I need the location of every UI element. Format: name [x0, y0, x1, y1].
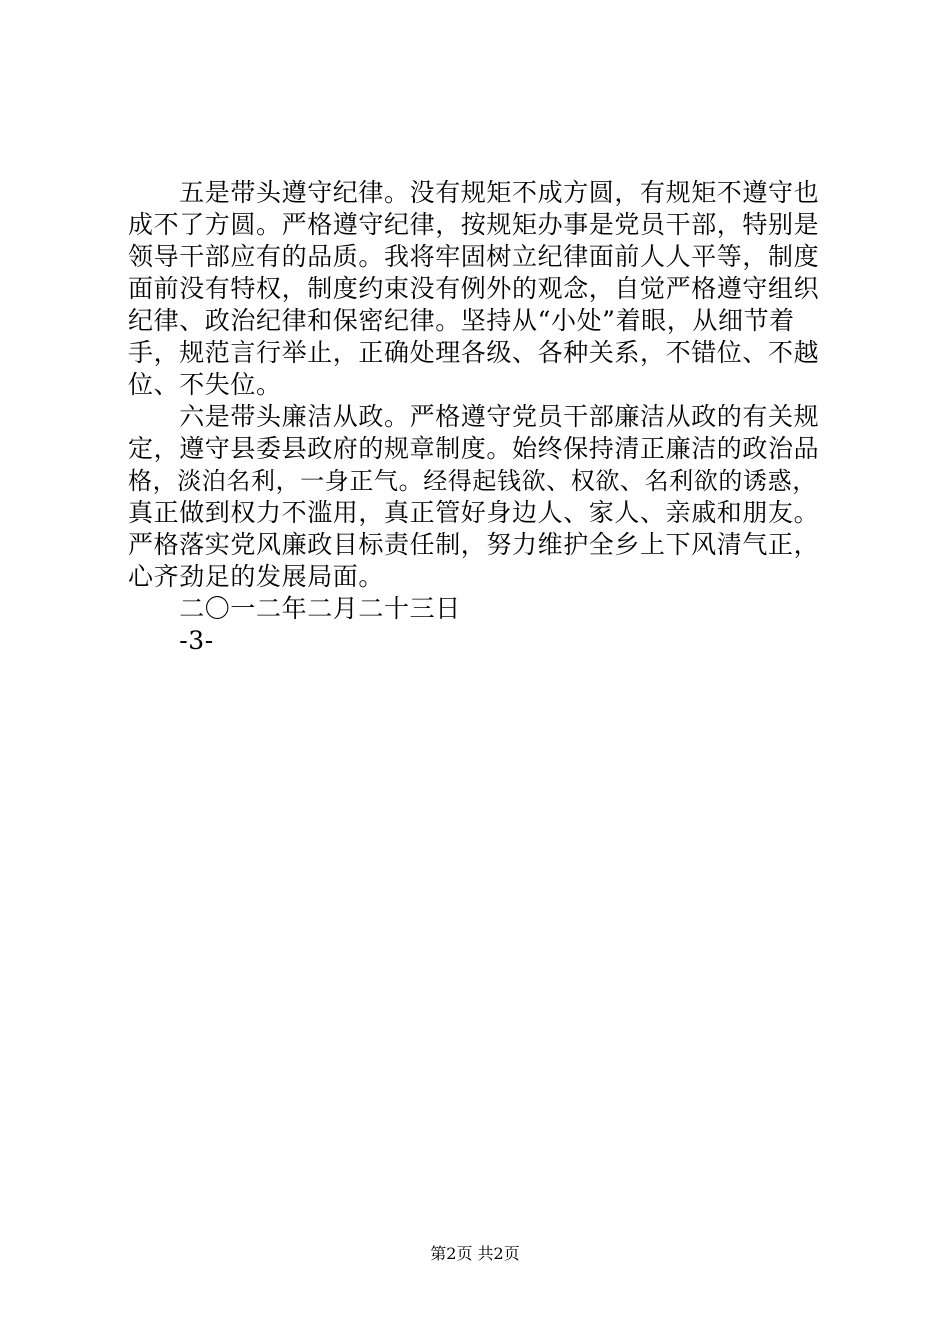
body-text-line: 格，淡泊名利，一身正气。经得起钱欲、权欲、名利欲的诱惑，	[128, 467, 817, 495]
body-text-line: 手，规范言行举止，正确处理各级、各种关系，不错位、不越	[128, 338, 820, 367]
body-text-line: 位、不失位。	[128, 370, 282, 399]
body-text-line: 领导干部应有的品质。我将牢固树立纪律面前人人平等，制度	[128, 242, 820, 271]
page-footer: 第2页 共2页	[430, 1244, 520, 1263]
body-text-line: 定，遵守县委县政府的规章制度。始终保持清正廉洁的政治品	[128, 434, 820, 463]
date-line: 二〇一二年二月二十三日	[128, 594, 461, 623]
body-text-line: 纪律、政治纪律和保密纪律。坚持从“小处”着眼，从细节着	[128, 306, 795, 335]
body-text-line: 面前没有特权，制度约束没有例外的观念，自觉严格遵守组织	[128, 274, 820, 303]
page-number-marker: -3-	[128, 626, 214, 655]
body-text-line: 成不了方圆。严格遵守纪律，按规矩办事是党员干部，特别是	[128, 210, 820, 239]
body-text-line: 真正做到权力不滥用，真正管好身边人、家人、亲戚和朋友。	[128, 498, 820, 527]
body-text-line: 五是带头遵守纪律。没有规矩不成方圆，有规矩不遵守也	[128, 178, 820, 207]
body-text-line: 严格落实党风廉政目标责任制，努力维护全乡上下风清气正，	[128, 530, 820, 559]
body-text-line: 六是带头廉洁从政。严格遵守党员干部廉洁从政的有关规	[128, 402, 820, 431]
body-text-line: 心齐劲足的发展局面。	[128, 562, 385, 591]
